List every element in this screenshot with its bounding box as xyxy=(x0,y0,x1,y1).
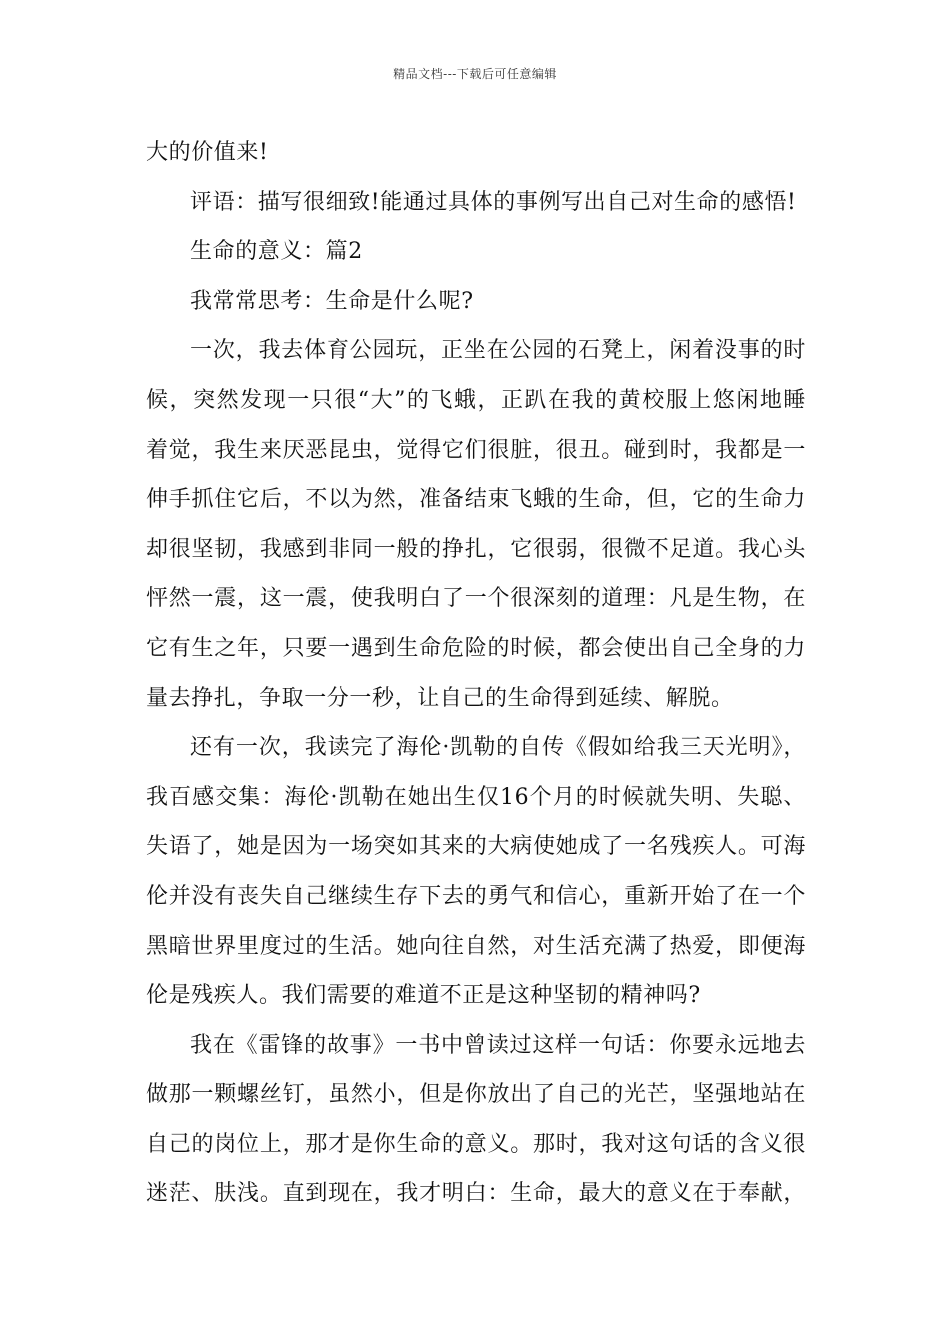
text-line: 着觉，我生来厌恶昆虫，觉得它们很脏，很丑。碰到时，我都是一 xyxy=(146,437,806,463)
text-line: 伸手抓住它后，不以为然，准备结束飞蛾的生命，但，它的生命力 xyxy=(146,487,806,513)
text-line: 一次，我去体育公园玩，正坐在公园的石凳上，闲着没事的时 xyxy=(190,338,806,364)
text-line: 它有生之年，只要一遇到生命危险的时候，都会使出自己全身的力 xyxy=(146,635,806,661)
text-line: 我在《雷锋的故事》一书中曾读过这样一句话：你要永远地去 xyxy=(190,1032,806,1058)
text-line: 量去挣扎，争取一分一秒，让自己的生命得到延续、解脱。 xyxy=(146,685,734,711)
page-header: 精品文档---下载后可任意编辑 xyxy=(393,67,557,81)
text-line: 还有一次，我读完了海伦·凯勒的自传《假如给我三天光明》， xyxy=(190,735,806,761)
text-line: 失语了，她是因为一场突如其来的大病使她成了一名残疾人。可海 xyxy=(146,834,806,860)
text-line: 我常常思考：生命是什么呢? xyxy=(190,288,474,314)
text-line: 迷茫、肤浅。直到现在，我才明白：生命，最大的意义在于奉献， xyxy=(146,1181,806,1207)
text-line: 却很坚韧，我感到非同一般的挣扎，它很弱，很微不足道。我心头 xyxy=(146,536,806,562)
section-title: 生命的意义：篇2 xyxy=(190,239,363,265)
text-line: 黑暗世界里度过的生活。她向往自然，对生活充满了热爱，即便海 xyxy=(146,933,806,959)
text-line: 做那一颗螺丝钉，虽然小，但是你放出了自己的光芒，坚强地站在 xyxy=(146,1082,806,1108)
text-line: 评语：描写很细致!能通过具体的事例写出自己对生命的感悟! xyxy=(190,189,797,215)
text-line: 自己的岗位上，那才是你生命的意义。那时，我对这句话的含义很 xyxy=(146,1131,806,1157)
document-body xyxy=(146,128,806,1219)
text-line: 候，突然发现一只很“大”的飞蛾，正趴在我的黄校服上悠闲地睡 xyxy=(146,387,806,413)
text-line: 怦然一震，这一震，使我明白了一个很深刻的道理：凡是生物，在 xyxy=(146,586,806,612)
text-line: 伦并没有丧失自己继续生存下去的勇气和信心，重新开始了在一个 xyxy=(146,883,806,909)
text-line: 我百感交集：海伦·凯勒在她出生仅16个月的时候就失明、失聪、 xyxy=(146,784,806,810)
text-line: 伦是残疾人。我们需要的难道不正是这种坚韧的精神吗? xyxy=(146,983,701,1009)
text-line: 大的价值来! xyxy=(146,140,269,165)
